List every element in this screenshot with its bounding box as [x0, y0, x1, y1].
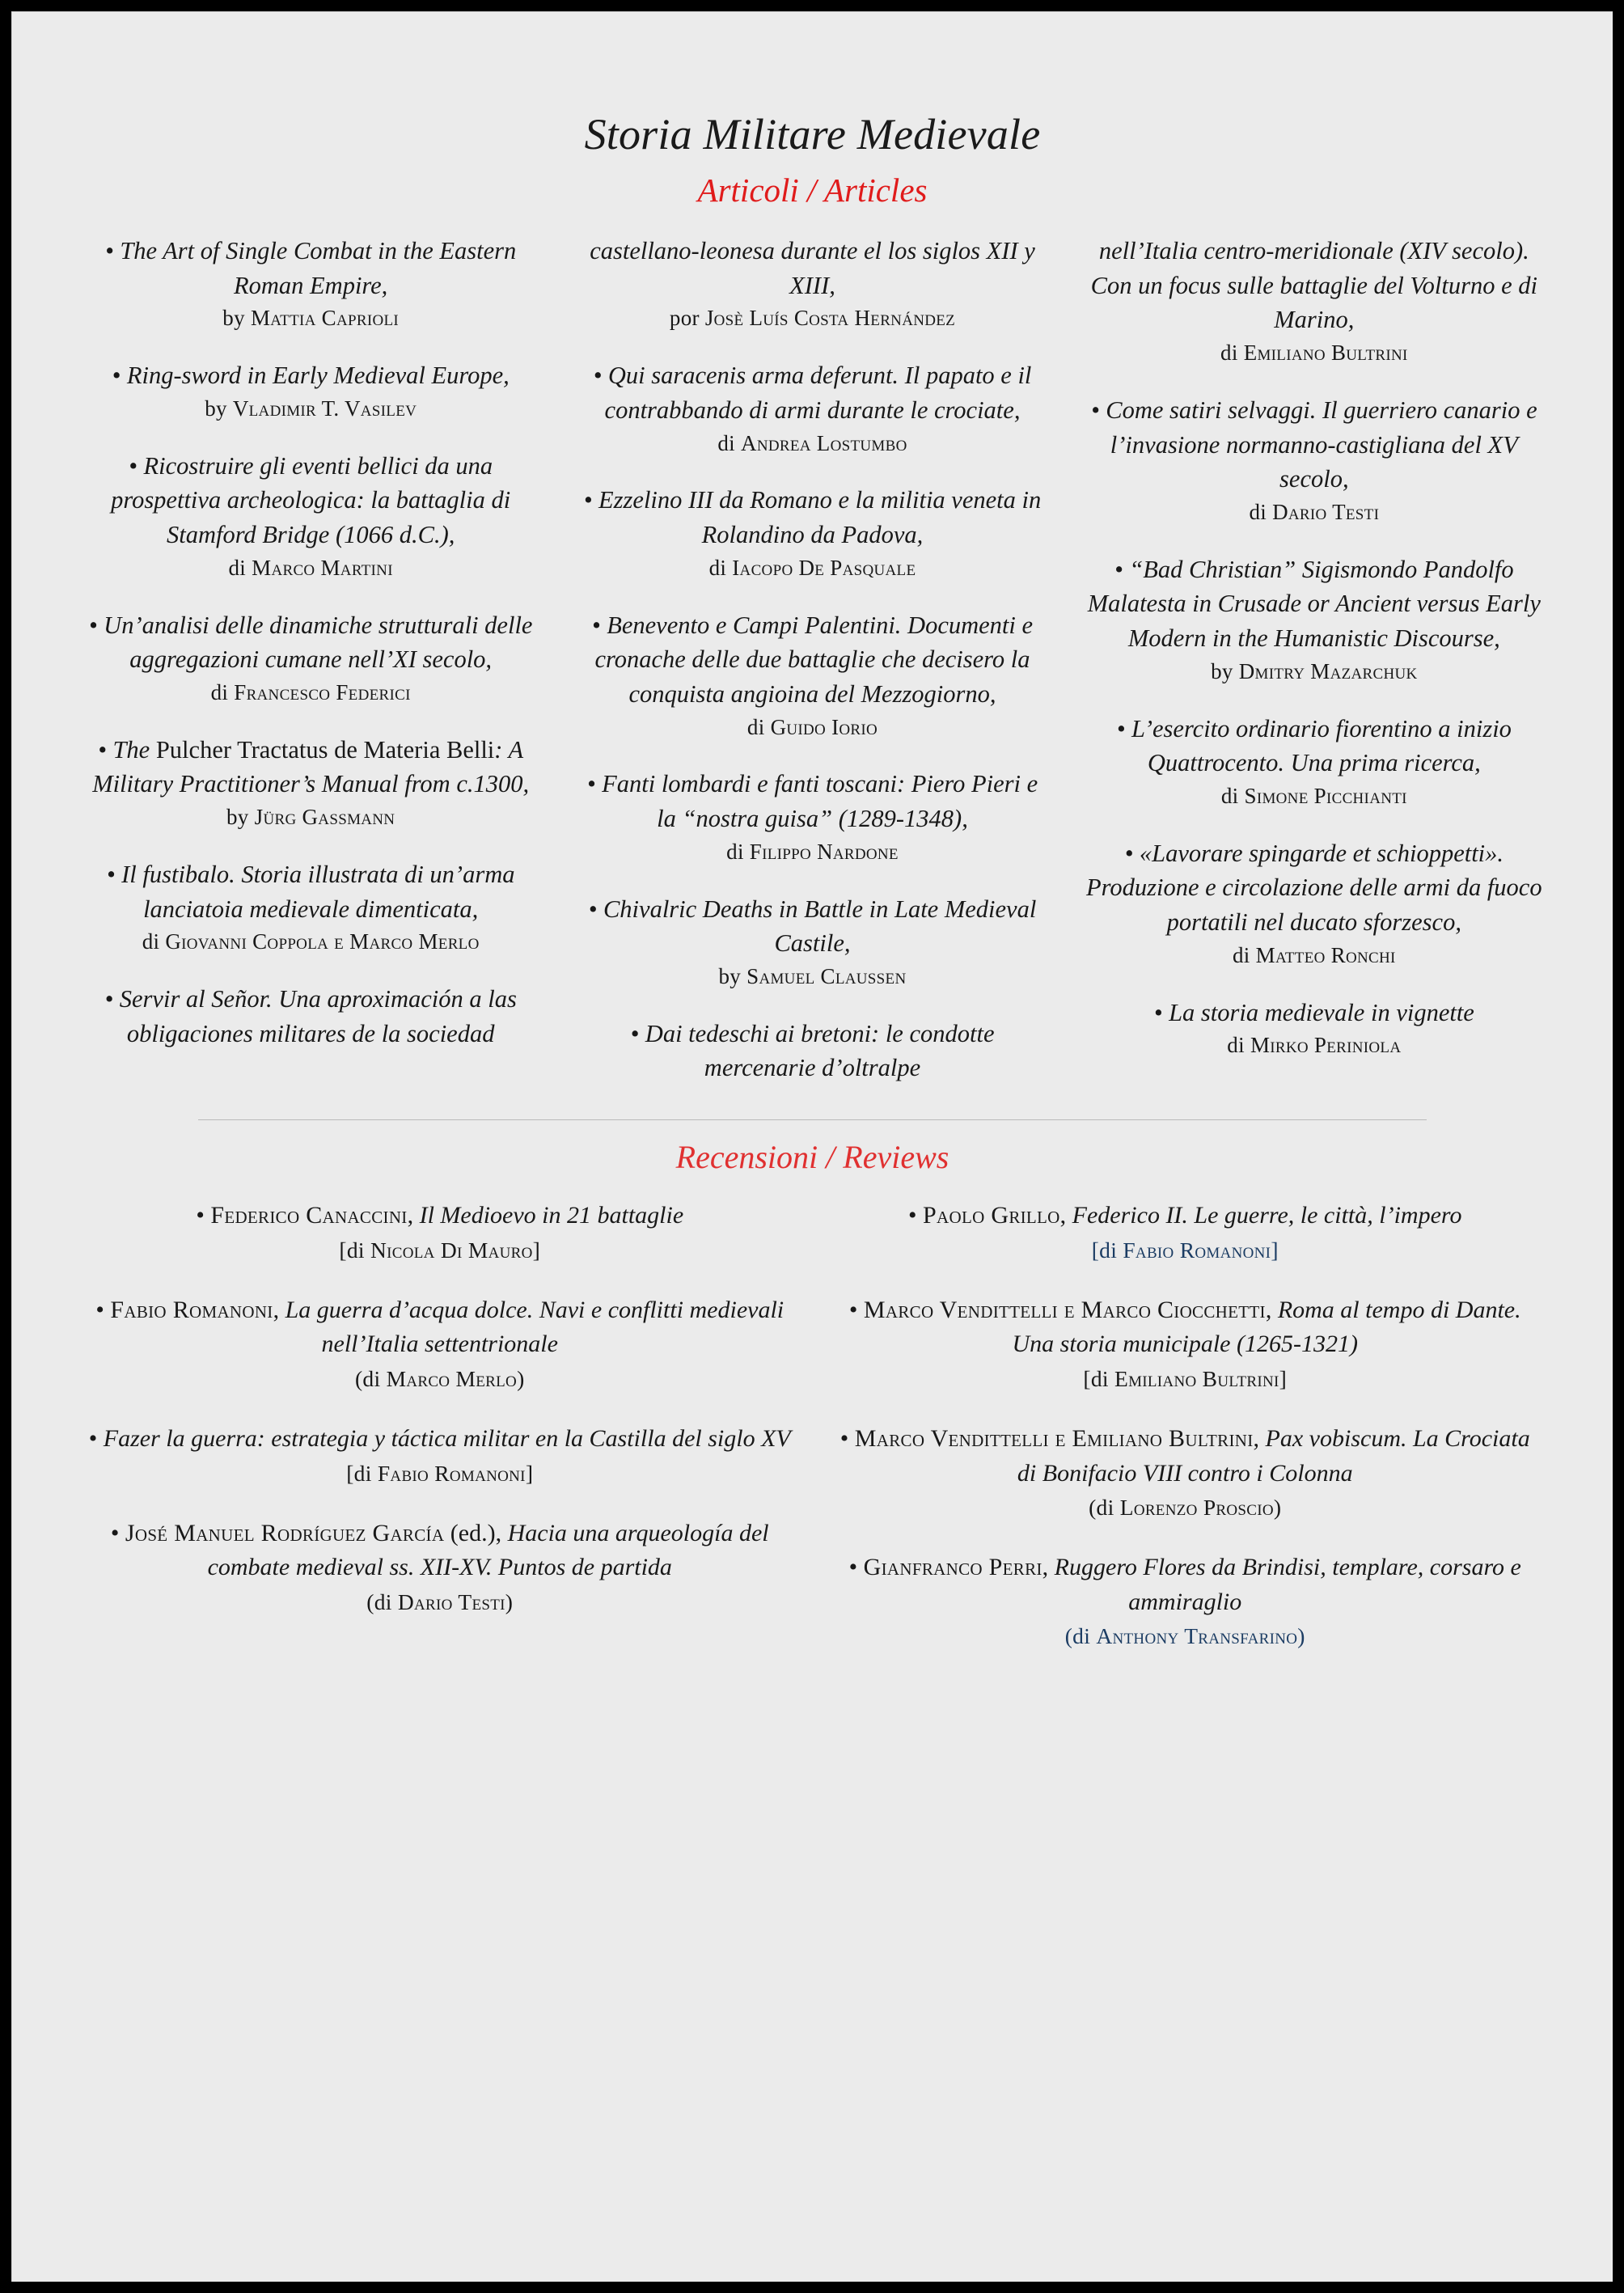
- article-entry: [75, 857, 546, 958]
- review-reviewer: [85, 1234, 795, 1266]
- articles-column-1: [75, 234, 546, 1051]
- article-title: • The Art of Single Combat in the Eastern Roman Empire,: [105, 237, 517, 299]
- review-entry: [831, 1293, 1541, 1394]
- review-work-title: Pax vobiscum. La Crociata di Bonifacio VIII contro i Colonna: [1017, 1424, 1530, 1487]
- article-title: • Servir al Señor. Una aproximación a las obligaciones militares de la sociedad: [104, 985, 517, 1047]
- byline-author-name: Mattia Caprioli: [250, 306, 400, 331]
- review-work-title: Roma al tempo di Dante. Una storia municipale (1265-1321): [1012, 1296, 1521, 1358]
- review-work-title: La guerra d’acqua dolce. Navi e conflitti medievali nell’Italia settentrionale: [285, 1296, 785, 1358]
- article-byline: [577, 962, 1047, 992]
- article-title: • Qui saracenis arma deferunt. Il papato e il contrabbando di armi durante le crociate,: [593, 362, 1032, 424]
- byline-author-name: Iacopo De Pasquale: [732, 555, 916, 580]
- review-reviewer: [85, 1586, 795, 1618]
- byline-lead: por: [669, 306, 705, 331]
- byline-author-name: Francesco Federici: [234, 679, 411, 704]
- byline-lead: di: [708, 555, 733, 580]
- byline-author-name: Marco Martini: [252, 555, 393, 580]
- byline-lead: di: [1249, 499, 1273, 524]
- review-entry: [831, 1199, 1541, 1266]
- article-byline: [75, 802, 546, 833]
- byline-author-name: Emiliano Bultrini: [1243, 341, 1408, 366]
- byline-lead: di: [142, 929, 166, 954]
- article-title: • Il fustibalo. Storia illustrata di un’arma lanciatoia medievale dimenticata,: [106, 860, 515, 923]
- review-work-title: Il Medioevo in 21 battaglie: [419, 1202, 684, 1229]
- review-reviewer[interactable]: [831, 1234, 1541, 1266]
- byline-author-name: Guido Iorio: [770, 714, 878, 739]
- review-bullet: •: [88, 1424, 104, 1452]
- page-title: Storia Militare Medievale: [584, 110, 1041, 159]
- article-entry: [577, 608, 1047, 743]
- byline-author-name: Jürg Gassmann: [254, 805, 395, 830]
- review-bullet: •: [839, 1424, 855, 1452]
- article-entry: [1079, 996, 1550, 1061]
- article-title: • La storia medievale in vignette: [1153, 998, 1474, 1026]
- review-reviewer[interactable]: [831, 1620, 1541, 1652]
- article-entry: [75, 608, 546, 709]
- review-author: Fabio Romanoni: [110, 1296, 273, 1323]
- byline-lead: di: [1220, 341, 1244, 366]
- article-entry: [75, 449, 546, 584]
- article-entry: [577, 483, 1047, 583]
- byline-author-name: Dario Testi: [1272, 499, 1380, 524]
- article-byline: [1079, 657, 1550, 687]
- article-byline: [1079, 941, 1550, 971]
- reviewer-close: ): [1273, 1495, 1282, 1521]
- article-entry: [577, 892, 1047, 992]
- reviewer-name: Emiliano Bultrini: [1114, 1365, 1279, 1391]
- byline-lead: di: [717, 430, 742, 455]
- article-byline: [75, 927, 546, 958]
- reviewer-close: ]: [1279, 1365, 1288, 1391]
- article-byline: [577, 553, 1047, 584]
- byline-lead: by: [226, 805, 255, 830]
- article-entry: [577, 1017, 1047, 1085]
- review-work-title: Ruggero Flores da Brindisi, templare, corsaro e ammiraglio: [1054, 1554, 1521, 1615]
- reviewer-open: (di: [366, 1589, 398, 1614]
- article-title: • L’esercito ordinario fiorentino a inizio Quattrocento. Una prima ricerca,: [1116, 714, 1512, 777]
- article-byline: [1079, 497, 1550, 528]
- articles-column-2: [577, 234, 1047, 1085]
- review-work-title: Federico II. Le guerre, le città, l’impero: [1072, 1202, 1462, 1229]
- article-entry: [75, 234, 546, 334]
- review-separator: ,: [1253, 1424, 1266, 1452]
- review-separator: ,: [273, 1296, 285, 1323]
- article-byline: [75, 553, 546, 584]
- reviews-column-left: [85, 1199, 795, 1618]
- byline-author-name: Andrea Lostumbo: [741, 430, 907, 455]
- byline-lead: by: [205, 396, 233, 421]
- reviews-column-right: [831, 1199, 1541, 1652]
- article-byline: [75, 394, 546, 425]
- article-entry: [1079, 393, 1550, 528]
- reviewer-open: (di: [354, 1365, 387, 1391]
- reviewer-open: [di: [346, 1460, 378, 1486]
- article-title-part: • The: [98, 735, 156, 764]
- article-byline: [577, 303, 1047, 334]
- reviewer-open: (di: [1089, 1495, 1120, 1521]
- byline-author-name: Josè Luís Costa Hernández: [704, 306, 956, 331]
- review-reviewer: [831, 1363, 1541, 1394]
- review-separator: (ed.),: [444, 1519, 508, 1546]
- article-byline: [75, 678, 546, 709]
- article-byline: [577, 429, 1047, 459]
- byline-lead: di: [228, 555, 252, 580]
- article-title: • “Bad Christian” Sigismondo Pandolfo Malatesta in Crusade or Ancient versus Early Modern in the Humanistic Discourse,: [1087, 555, 1541, 653]
- review-bullet: •: [848, 1296, 864, 1323]
- byline-lead: di: [746, 714, 771, 739]
- reviewer-name: Fabio Romanoni: [1123, 1237, 1271, 1263]
- review-bullet: •: [848, 1554, 864, 1581]
- byline-lead: di: [1227, 1033, 1250, 1058]
- article-title: • Come satiri selvaggi. Il guerriero canario e l’invasione normanno-castigliana del XV secolo,: [1090, 396, 1537, 493]
- byline-lead: by: [222, 306, 251, 331]
- articles-columns: [53, 234, 1572, 1085]
- review-work-title: Hacia una arqueología del combate medieval ss. XII-XV. Puntos de partida: [207, 1519, 769, 1581]
- reviewer-open: [di: [339, 1237, 370, 1263]
- articles-column-3: [1079, 234, 1550, 1061]
- review-reviewer: [85, 1457, 795, 1489]
- review-entry: [85, 1293, 795, 1394]
- reviewer-name: Nicola Di Mauro: [370, 1237, 533, 1263]
- article-title: • Dai tedeschi ai bretoni: le condotte mercenarie d’oltralpe: [630, 1019, 995, 1082]
- document-page: [11, 11, 1613, 2282]
- article-title: • Chivalric Deaths in Battle in Late Medieval Castile,: [588, 895, 1037, 958]
- article-title: nell’Italia centro-meridionale (XIV secolo). Con un focus sulle battaglie del Volturno e di Marino,: [1090, 237, 1537, 334]
- review-author: Paolo Grillo: [923, 1202, 1060, 1229]
- review-reviewer: [85, 1363, 795, 1394]
- byline-lead: di: [726, 839, 750, 864]
- byline-author-name: Mirko Periniola: [1250, 1033, 1402, 1058]
- review-author: José Manuel Rodríguez García: [125, 1519, 445, 1546]
- byline-lead: by: [718, 963, 747, 988]
- byline-author-name: Dmitry Mazarchuk: [1238, 658, 1418, 683]
- article-byline: [1079, 781, 1550, 812]
- reviewer-open: [di: [1091, 1237, 1123, 1263]
- review-entry: [831, 1551, 1541, 1652]
- reviewer-close: ): [1297, 1623, 1305, 1649]
- reviewer-open: [di: [1083, 1365, 1114, 1391]
- review-bullet: •: [196, 1202, 211, 1229]
- review-author: Federico Canaccini: [210, 1202, 408, 1229]
- article-byline: [577, 837, 1047, 868]
- review-separator: ,: [407, 1202, 420, 1229]
- byline-author-name: Giovanni Coppola e Marco Merlo: [165, 929, 480, 954]
- byline-lead: di: [1233, 942, 1256, 967]
- review-separator: ,: [1042, 1554, 1055, 1581]
- reviewer-close: ]: [1271, 1237, 1279, 1263]
- review-entry: [85, 1422, 795, 1489]
- reviewer-name: Marco Merlo: [386, 1365, 518, 1391]
- reviewer-close: ): [505, 1589, 514, 1614]
- article-entry: [1079, 712, 1550, 812]
- article-entry: [577, 234, 1047, 334]
- review-entry: [85, 1199, 795, 1266]
- byline-author-name: Samuel Claussen: [746, 963, 907, 988]
- reviews-section-heading: Recensioni / Reviews: [675, 1139, 949, 1176]
- reviewer-close: ): [517, 1365, 525, 1391]
- article-byline: [1079, 338, 1550, 369]
- article-entry: [75, 733, 546, 833]
- article-entry: [577, 358, 1047, 459]
- review-entry: [831, 1422, 1541, 1523]
- article-title: • Ring-sword in Early Medieval Europe,: [112, 362, 510, 390]
- article-entry: [1079, 836, 1550, 971]
- review-author: Gianfranco Perri: [863, 1554, 1042, 1581]
- reviews-columns: [53, 1199, 1572, 1652]
- reviewer-name: Fabio Romanoni: [377, 1460, 526, 1486]
- article-entry: [1079, 552, 1550, 687]
- article-byline: [577, 713, 1047, 743]
- byline-lead: di: [210, 679, 235, 704]
- article-title: • «Lavorare spingarde et schioppetti». Produzione e circolazione delle armi da fuoco portatili nel ducato sforzesco,: [1086, 839, 1542, 937]
- reviewer-name: Anthony Transfarino: [1096, 1623, 1298, 1649]
- byline-lead: di: [1220, 783, 1245, 808]
- reviewer-name: Dario Testi: [397, 1589, 505, 1614]
- article-entry: [577, 767, 1047, 867]
- byline-author-name: Simone Picchianti: [1244, 783, 1407, 808]
- article-title: • Benevento e Campi Palentini. Documenti e cronache delle due battaglie che decisero la conquista angioina del Mezzogiorno,: [591, 611, 1034, 708]
- review-work-title: Fazer la guerra: estrategia y táctica militar en la Castilla del siglo XV: [103, 1424, 791, 1452]
- article-entry: [1079, 234, 1550, 369]
- reviewer-open: (di: [1064, 1623, 1097, 1649]
- review-reviewer: [831, 1491, 1541, 1523]
- article-title: • Un’analisi delle dinamiche strutturali delle aggregazioni cumane nell’XI secolo,: [88, 611, 533, 674]
- article-title: • Ezzelino III da Romano e la militia veneta in Rolandino da Padova,: [583, 486, 1042, 549]
- review-separator: ,: [1265, 1296, 1278, 1323]
- review-bullet: •: [110, 1519, 125, 1546]
- articles-section-heading: Articoli / Articles: [697, 171, 928, 209]
- article-byline: [1079, 1030, 1550, 1061]
- review-bullet: •: [95, 1296, 111, 1323]
- reviewer-name: Lorenzo Proscio: [1119, 1495, 1274, 1521]
- review-entry: [85, 1517, 795, 1618]
- article-entry: [75, 358, 546, 424]
- article-title: • Ricostruire gli eventi bellici da una prospettiva archeologica: la battaglia di Stamford Bridge (1066 d.C.),: [111, 451, 511, 549]
- reviewer-close: ]: [532, 1237, 541, 1263]
- byline-author-name: Matteo Ronchi: [1255, 942, 1396, 967]
- article-title: castellano-leonesa durante el los siglos XII y XIII,: [590, 237, 1035, 299]
- byline-author-name: Filippo Nardone: [749, 839, 899, 864]
- review-author: Marco Vendittelli e Emiliano Bultrini: [854, 1424, 1254, 1452]
- article-title: • Fanti lombardi e fanti toscani: Piero Pieri e la “nostra guisa” (1289-1348),: [586, 770, 1038, 833]
- article-title-part: : A Military Practitioner’s Manual from c.1300,: [92, 735, 530, 798]
- article-title-part-roman: Pulcher Tractatus de Materia Belli: [155, 735, 495, 764]
- article-byline: [75, 303, 546, 334]
- article-entry: [75, 982, 546, 1051]
- byline-lead: by: [1211, 658, 1239, 683]
- reviewer-close: ]: [525, 1460, 534, 1486]
- review-separator: ,: [1059, 1202, 1072, 1229]
- byline-author-name: Vladimir T. Vasilev: [232, 396, 417, 421]
- review-bullet: •: [908, 1202, 924, 1229]
- review-author: Marco Vendittelli e Marco Ciocchetti: [863, 1296, 1266, 1323]
- section-divider: [198, 1119, 1427, 1120]
